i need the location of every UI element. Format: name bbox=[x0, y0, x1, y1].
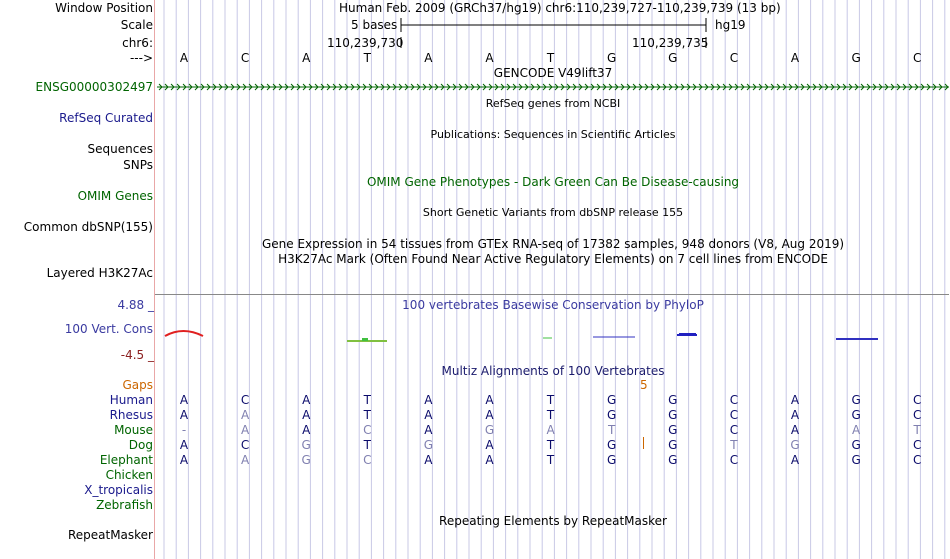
aligned-base: A bbox=[302, 408, 311, 422]
dbsnp-track-title[interactable]: Short Genetic Variants from dbSNP release 155 bbox=[422, 206, 684, 219]
aligned-base: G bbox=[668, 408, 678, 422]
aligned-base: T bbox=[546, 453, 555, 467]
h3k27ac-label[interactable]: Layered H3K27Ac bbox=[46, 266, 153, 280]
aligned-base: T bbox=[546, 438, 555, 452]
aligned-base: A bbox=[424, 408, 433, 422]
aligned-base: - bbox=[181, 423, 187, 437]
reference-base: T bbox=[546, 51, 555, 65]
aligned-base: A bbox=[424, 453, 433, 467]
species-label[interactable]: Zebrafish bbox=[96, 498, 153, 512]
track-divider bbox=[155, 294, 949, 295]
reference-base: C bbox=[240, 51, 250, 65]
gencode-gene-feature[interactable] bbox=[157, 80, 949, 94]
aligned-base: C bbox=[729, 423, 739, 437]
aligned-base: C bbox=[729, 408, 739, 422]
aligned-base: A bbox=[179, 438, 189, 452]
aligned-base: G bbox=[851, 393, 861, 407]
reference-base: A bbox=[790, 51, 800, 65]
aligned-base: C bbox=[912, 408, 922, 422]
strand-label: ---> bbox=[129, 51, 153, 65]
aligned-base: A bbox=[790, 393, 800, 407]
chromosome-label: chr6: bbox=[122, 36, 153, 50]
species-label[interactable]: X_tropicalis bbox=[84, 483, 153, 497]
aligned-base: C bbox=[912, 453, 922, 467]
aligned-base: A bbox=[302, 423, 311, 437]
aligned-base: A bbox=[485, 408, 494, 422]
aligned-base: A bbox=[790, 453, 800, 467]
sequences-label[interactable]: Sequences bbox=[87, 142, 153, 156]
reference-base: A bbox=[302, 51, 311, 65]
aligned-base: A bbox=[240, 423, 250, 437]
aligned-base: T bbox=[363, 438, 371, 452]
refseq-curated-label[interactable]: RefSeq Curated bbox=[59, 111, 153, 125]
reference-base: A bbox=[179, 51, 189, 65]
reference-base: A bbox=[424, 51, 433, 65]
species-label[interactable]: Mouse bbox=[114, 423, 153, 437]
gencode-gene-label[interactable]: ENSG00000302497 bbox=[35, 80, 153, 94]
aligned-base: A bbox=[546, 423, 555, 437]
aligned-base: A bbox=[790, 423, 800, 437]
assembly-position-text: Human Feb. 2009 (GRCh37/hg19) chr6:110,239,727-110,239,739 (13 bp) bbox=[339, 1, 781, 15]
species-label[interactable]: Rhesus bbox=[109, 408, 153, 422]
aligned-base: T bbox=[730, 438, 738, 452]
aligned-base: G bbox=[851, 408, 861, 422]
reference-base: C bbox=[729, 51, 739, 65]
aligned-base: G bbox=[607, 408, 617, 422]
aligned-base: T bbox=[608, 423, 616, 437]
gap-insertion-marker bbox=[643, 437, 644, 449]
aligned-base: C bbox=[912, 438, 922, 452]
aligned-base: A bbox=[179, 453, 189, 467]
gap-count: 5 bbox=[640, 378, 648, 392]
aligned-base: C bbox=[363, 423, 372, 437]
dbsnp-label[interactable]: Common dbSNP(155) bbox=[23, 220, 153, 234]
window-position-label: Window Position bbox=[55, 1, 153, 15]
reference-base: G bbox=[607, 51, 617, 65]
aligned-base: T bbox=[546, 393, 555, 407]
label-column-separator bbox=[154, 0, 155, 559]
omim-track-title[interactable]: OMIM Gene Phenotypes - Dark Green Can Be Disease-causing bbox=[366, 175, 740, 189]
aligned-base: A bbox=[424, 423, 433, 437]
position-left: 110,239,730 bbox=[327, 36, 404, 50]
aligned-base: G bbox=[851, 438, 861, 452]
aligned-base: G bbox=[668, 453, 678, 467]
aligned-base: T bbox=[363, 393, 371, 407]
aligned-base: A bbox=[485, 453, 494, 467]
aligned-base: A bbox=[851, 423, 861, 437]
phylop-max-value: 4.88 _ bbox=[117, 298, 154, 312]
aligned-base: G bbox=[607, 453, 617, 467]
aligned-base: A bbox=[179, 393, 189, 407]
database-text: hg19 bbox=[715, 18, 746, 32]
reference-base: T bbox=[363, 51, 371, 65]
aligned-base: G bbox=[484, 423, 495, 437]
phylop-conservation-plot[interactable] bbox=[157, 325, 949, 347]
aligned-base: G bbox=[607, 438, 617, 452]
aligned-base: C bbox=[912, 393, 922, 407]
aligned-base: C bbox=[240, 393, 250, 407]
phylop-track-title[interactable]: 100 vertebrates Basewise Conservation by PhyloP bbox=[402, 298, 704, 312]
phylop-min-value: -4.5 _ bbox=[120, 348, 154, 362]
h3k27ac-track-title[interactable]: H3K27Ac Mark (Often Found Near Active Regulatory Elements) on 7 cell lines from ENCODE bbox=[278, 252, 828, 266]
aligned-base: C bbox=[363, 453, 372, 467]
reference-base: C bbox=[912, 51, 922, 65]
omim-genes-label[interactable]: OMIM Genes bbox=[77, 189, 153, 203]
aligned-base: C bbox=[240, 438, 250, 452]
reference-base: G bbox=[668, 51, 678, 65]
species-label[interactable]: Dog bbox=[128, 438, 153, 452]
species-label[interactable]: Elephant bbox=[99, 453, 153, 467]
gaps-label[interactable]: Gaps bbox=[122, 378, 153, 392]
repeatmasker-label[interactable]: RepeatMasker bbox=[67, 528, 153, 542]
aligned-base: T bbox=[363, 408, 371, 422]
phylop-label[interactable]: 100 Vert. Cons bbox=[64, 322, 153, 336]
aligned-base: G bbox=[301, 438, 311, 452]
publications-track-title[interactable]: Publications: Sequences in Scientific Articles bbox=[430, 128, 676, 141]
aligned-base: A bbox=[485, 393, 494, 407]
snps-label[interactable]: SNPs bbox=[123, 158, 153, 172]
repeatmasker-track-title[interactable]: Repeating Elements by RepeatMasker bbox=[439, 514, 667, 528]
aligned-base: G bbox=[607, 393, 617, 407]
aligned-base: A bbox=[240, 453, 250, 467]
aligned-base: G bbox=[423, 438, 434, 452]
aligned-base: A bbox=[424, 393, 433, 407]
aligned-base: A bbox=[302, 393, 311, 407]
reference-base: G bbox=[851, 51, 861, 65]
aligned-base: C bbox=[729, 393, 739, 407]
aligned-base: C bbox=[729, 453, 739, 467]
multiz-track-title[interactable]: Multiz Alignments of 100 Vertebrates bbox=[441, 364, 665, 378]
aligned-base: G bbox=[301, 453, 311, 467]
aligned-base: A bbox=[240, 408, 250, 422]
aligned-base: G bbox=[668, 393, 678, 407]
species-label[interactable]: Human bbox=[109, 393, 153, 407]
aligned-base: A bbox=[179, 408, 189, 422]
scale-label: Scale bbox=[120, 18, 153, 32]
aligned-base: G bbox=[790, 438, 800, 452]
aligned-base: A bbox=[790, 408, 800, 422]
aligned-base: A bbox=[485, 438, 494, 452]
aligned-base: G bbox=[668, 438, 678, 452]
reference-base: A bbox=[485, 51, 494, 65]
aligned-base: T bbox=[913, 423, 921, 437]
refseq-track-title[interactable]: RefSeq genes from NCBI bbox=[485, 97, 621, 110]
species-label[interactable]: Chicken bbox=[105, 468, 153, 482]
aligned-base: T bbox=[546, 408, 555, 422]
position-right: 110,239,735 bbox=[632, 36, 709, 50]
aligned-base: G bbox=[668, 423, 678, 437]
gtex-track-title[interactable]: Gene Expression in 54 tissues from GTEx RNA-seq of 17382 samples, 948 donors (V8, Aug 2019) bbox=[261, 237, 845, 251]
scale-text: 5 bases bbox=[351, 18, 398, 32]
gencode-track-title[interactable]: GENCODE V49lift37 bbox=[493, 66, 613, 80]
aligned-base: G bbox=[851, 453, 861, 467]
